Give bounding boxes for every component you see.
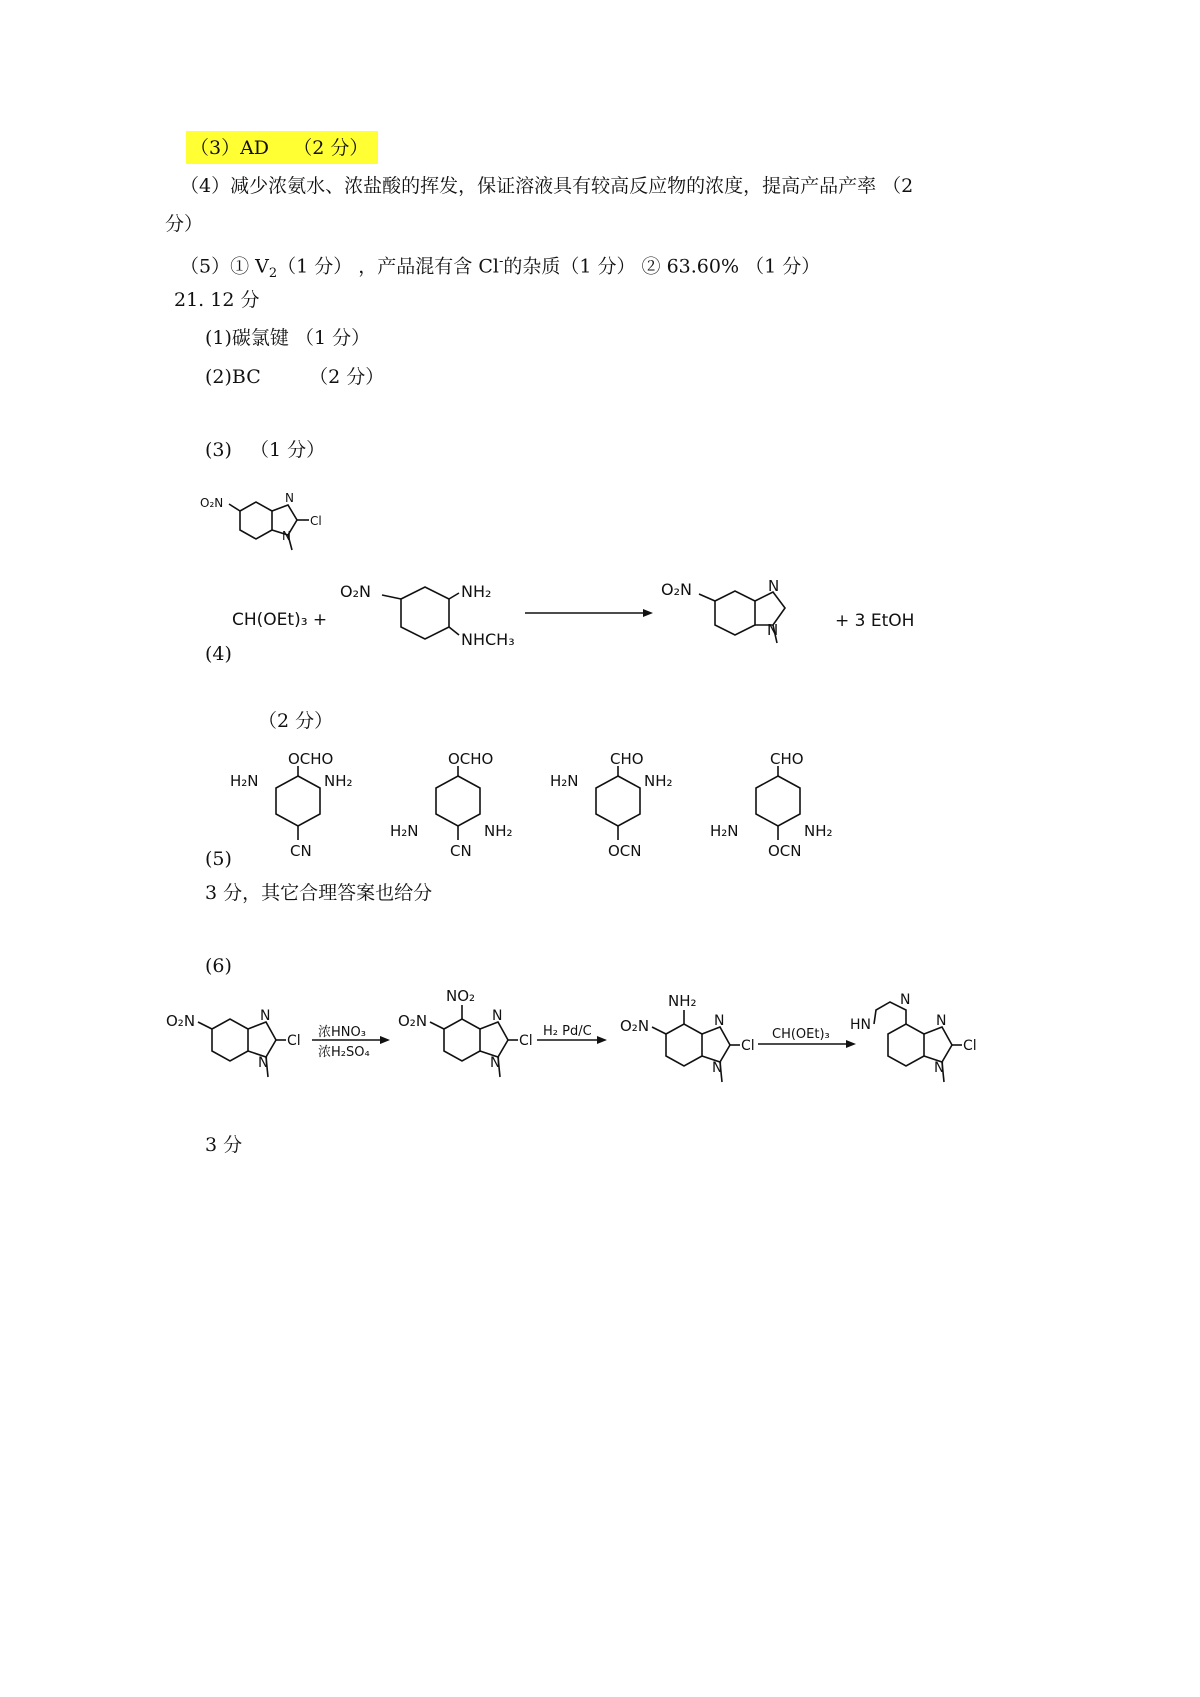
q20-4-line2: 分） [165, 213, 204, 235]
cl-label: Cl [963, 1038, 977, 1054]
q20-3-line [186, 135, 378, 161]
cyanate-label: OCN [608, 842, 642, 860]
nitro-label: O₂N [661, 580, 692, 599]
n-label: N [258, 1055, 269, 1071]
n-label: N [490, 1055, 501, 1071]
route-step2 [398, 985, 548, 1095]
cl-label: Cl [741, 1038, 755, 1054]
n-label: N [767, 621, 779, 639]
q21-4-score: （2 分） [258, 710, 334, 732]
route-arrow-2 [537, 1022, 609, 1062]
nitro-label: O₂N [166, 1012, 196, 1030]
n-label: N [768, 577, 780, 595]
route-arrow-1 [312, 1022, 392, 1072]
amino-label: NH₂ [668, 992, 697, 1010]
hn-label: HN [850, 1017, 871, 1033]
q21-6-label: (6) [205, 955, 232, 977]
structure-q4-reactant [335, 577, 535, 677]
isomer-4 [708, 748, 858, 863]
imidazole-ring [248, 1022, 276, 1057]
benzene-ring [596, 776, 640, 826]
q21-6-score: 3 分 [205, 1134, 243, 1156]
reagent-triethyl-orthoformate: CH(OEt)₃ + [232, 610, 328, 630]
n-label: N [714, 1013, 725, 1029]
n-label: N [282, 529, 291, 543]
reagent-hydrogenation: H₂ Pd/C [543, 1024, 592, 1039]
structure-q4-product [657, 575, 817, 665]
nitro-label: O₂N [398, 1012, 428, 1030]
q21-1-line: (1)碳氯键 （1 分） [205, 327, 371, 349]
methylamino-label: NHCH₃ [461, 630, 515, 649]
route-step1-sm [166, 1005, 316, 1095]
route-arrow-3 [758, 1024, 858, 1064]
amino-label: NH₂ [484, 822, 513, 840]
q21-heading: 21. 12 分 [174, 289, 260, 311]
cyano-label: CN [290, 842, 312, 860]
isomer-2 [388, 748, 538, 863]
cyano-label: CN [450, 842, 472, 860]
q21-2-line: (2)BC （2 分） [205, 366, 385, 388]
byproduct-ethanol: + 3 EtOH [835, 611, 915, 631]
aldehyde-label: CHO [610, 750, 644, 768]
q21-5-note: 3 分，其它合理答案也给分 [205, 882, 433, 904]
benzene-ring [756, 776, 800, 826]
benzene-ring [715, 591, 755, 635]
n-label: N [934, 1060, 945, 1076]
benzene-ring [240, 502, 272, 539]
route-step3 [620, 990, 770, 1100]
nitro-label: O₂N [340, 582, 371, 601]
n-label: N [285, 491, 294, 505]
n-label: N [936, 1013, 947, 1029]
cyanate-label: OCN [768, 842, 802, 860]
amino-label: NH₂ [324, 772, 353, 790]
highlight: （3）AD （2 分） [186, 131, 378, 164]
n-label: N [712, 1060, 723, 1076]
n-label: N [260, 1008, 271, 1024]
q21-3-line: (3) （1 分） [205, 439, 326, 461]
imidazole-ring [480, 1022, 508, 1057]
q20-5-line: （5）① $V_2(1$ 分） ，产品混有含 Cl-的杂质（1 分） ② 63.60% （1 分） [180, 254, 821, 282]
reagent-orthoformate: CH(OEt)₃ [772, 1027, 830, 1042]
amino-label: H₂N [230, 772, 259, 790]
amino-label: H₂N [390, 822, 419, 840]
benzene-ring [212, 1019, 248, 1061]
cl-label: Cl [287, 1033, 301, 1049]
formate-label: OCHO [448, 750, 494, 768]
benzene-ring [436, 776, 480, 826]
q21-5-label: (5) [205, 848, 232, 870]
isomer-1 [228, 748, 378, 863]
imidazole-ring [924, 1027, 952, 1062]
q20-4-line1: （4）减少浓氨水、浓盐酸的挥发，保证溶液具有较高反应物的浓度，提高产品产率 （2 [180, 175, 914, 197]
amino-label: NH₂ [804, 822, 833, 840]
cl-label: Cl [519, 1033, 533, 1049]
nitro-label: NO₂ [446, 987, 476, 1005]
amino-label: H₂N [550, 772, 579, 790]
benzene-ring [888, 1024, 924, 1066]
n-label: N [492, 1008, 503, 1024]
route-product [850, 990, 980, 1100]
n-label: N [900, 992, 911, 1008]
benzene-ring [666, 1024, 702, 1066]
reagent-nitric-acid: 浓HNO₃ [318, 1025, 366, 1040]
reagent-sulfuric-acid: 浓H₂SO₄ [318, 1045, 370, 1060]
amino-label: NH₂ [461, 582, 492, 601]
nitro-label: O₂N [620, 1017, 650, 1035]
structure-q3 [200, 488, 340, 558]
isomer-3 [548, 748, 698, 863]
nitro-label: O₂N [200, 496, 224, 510]
benzene-ring [401, 587, 449, 639]
imidazole-ring [702, 1027, 730, 1062]
benzene-ring [276, 776, 320, 826]
amino-label: H₂N [710, 822, 739, 840]
cl-label: Cl [310, 514, 322, 528]
reaction-arrow-q4 [525, 608, 655, 618]
aldehyde-label: CHO [770, 750, 804, 768]
q21-4-label: (4) [205, 643, 232, 665]
amino-label: NH₂ [644, 772, 673, 790]
benzene-ring [444, 1019, 480, 1061]
formate-label: OCHO [288, 750, 334, 768]
